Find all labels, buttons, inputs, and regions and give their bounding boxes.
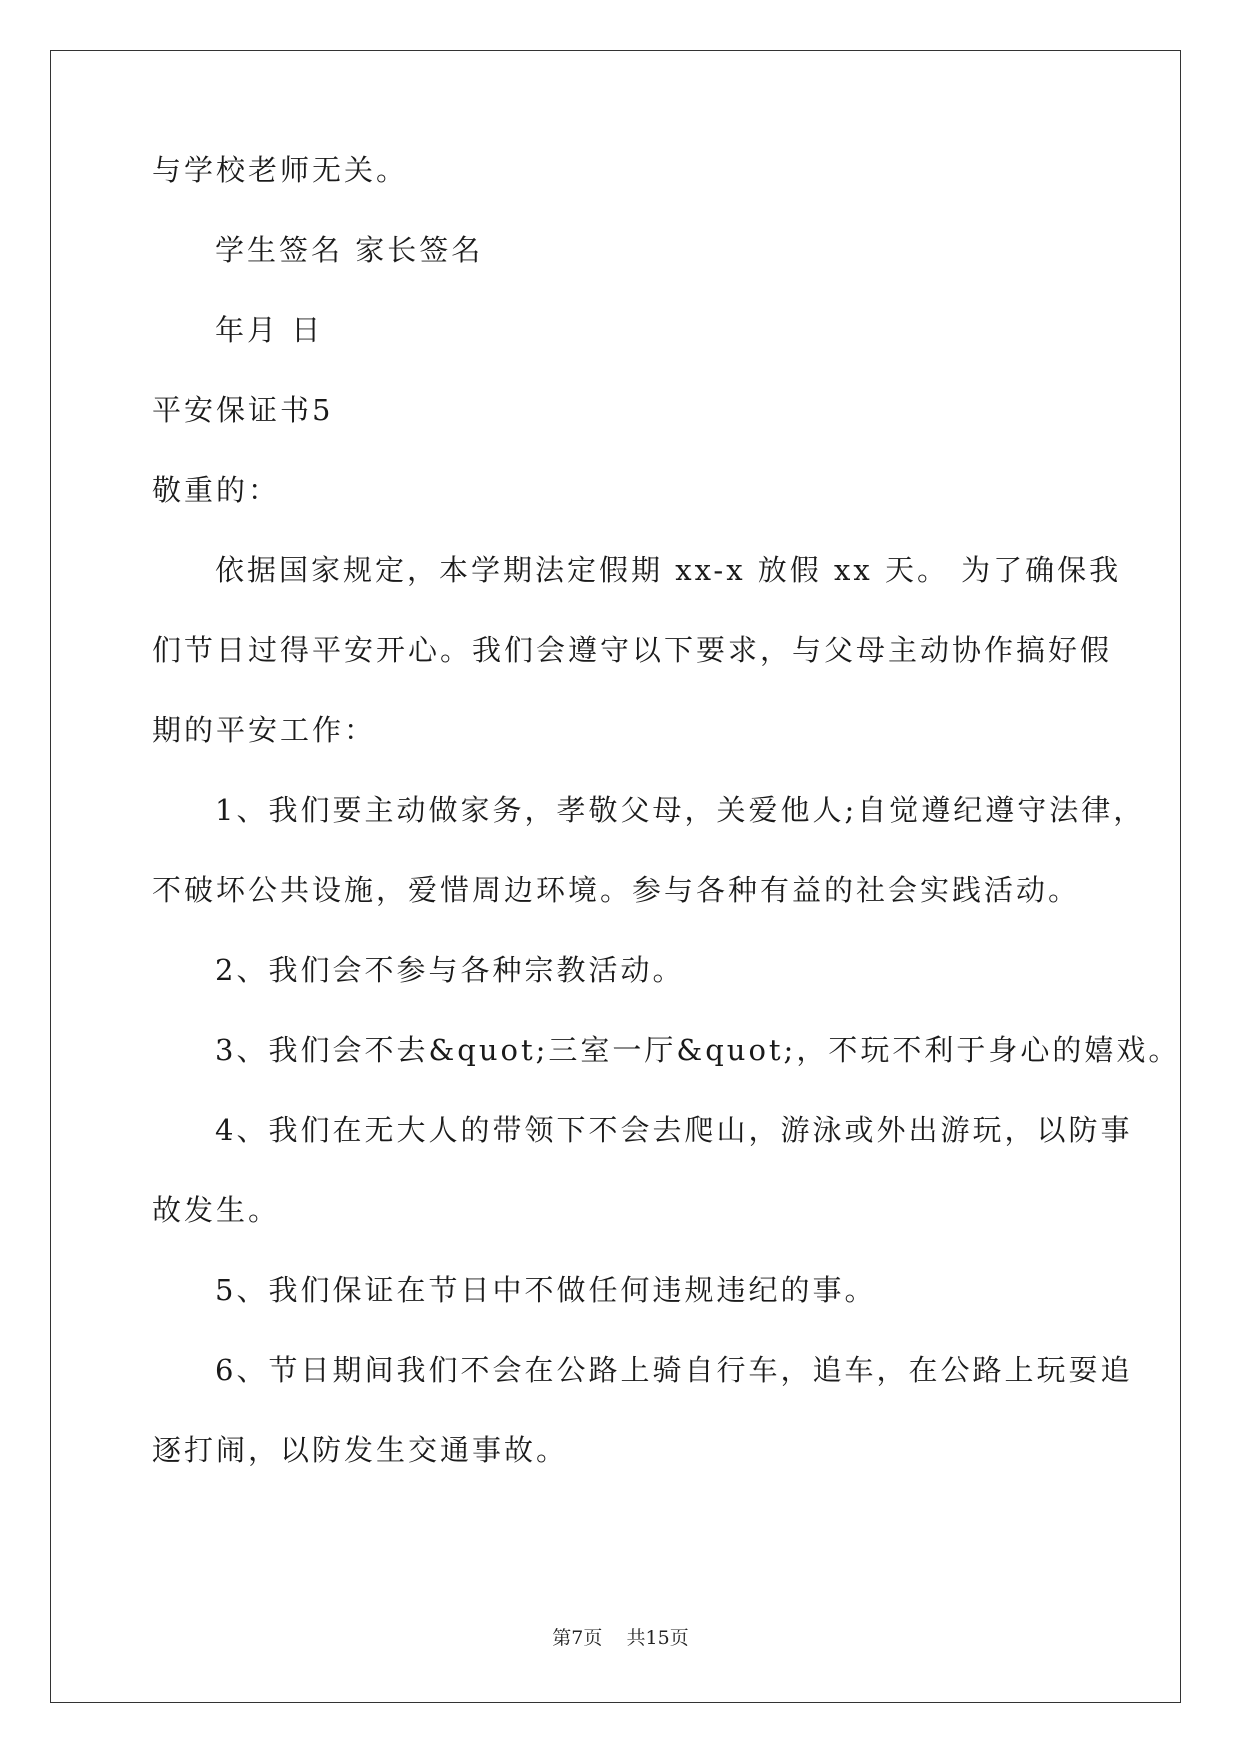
list-item: 5、我们保证在节日中不做任何违规违纪的事。 xyxy=(215,1273,877,1307)
text-line: 依据国家规定，本学期法定假期 xx-x 放假 xx 天。 为了确保我 xyxy=(215,553,1122,587)
text-line: 与学校老师无关。 xyxy=(152,153,409,187)
page-number: 第7页 xyxy=(552,1627,603,1649)
list-item: 4、我们在无大人的带领下不会去爬山，游泳或外出游玩，以防事 xyxy=(215,1113,1133,1147)
text-line: 期的平安工作： xyxy=(152,713,377,747)
text-line: 逐打闹，以防发生交通事故。 xyxy=(152,1433,569,1467)
page-footer xyxy=(0,1625,1241,1651)
section-title: 平安保证书5 xyxy=(152,393,334,427)
list-item: 6、节日期间我们不会在公路上骑自行车，追车，在公路上玩耍追 xyxy=(215,1353,1133,1387)
text-line: 不破坏公共设施，爱惜周边环境。参与各种有益的社会实践活动。 xyxy=(152,873,1081,907)
list-item: 3、我们会不去&quot;三室一厅&quot;，不玩不利于身心的嬉戏。 xyxy=(215,1033,1181,1067)
text-line: 故发生。 xyxy=(152,1193,281,1227)
text-line: 们节日过得平安开心。我们会遵守以下要求，与父母主动协作搞好假 xyxy=(152,633,1113,667)
page-total: 共15页 xyxy=(626,1627,689,1649)
salutation: 敬重的： xyxy=(152,473,281,507)
signature-line: 学生签名 家长签名 xyxy=(215,233,484,267)
list-item: 2、我们会不参与各种宗教活动。 xyxy=(215,953,685,987)
date-line: 年月 日 xyxy=(215,313,324,347)
list-item: 1、我们要主动做家务，孝敬父母，关爱他人;自觉遵纪遵守法律， xyxy=(215,793,1146,827)
